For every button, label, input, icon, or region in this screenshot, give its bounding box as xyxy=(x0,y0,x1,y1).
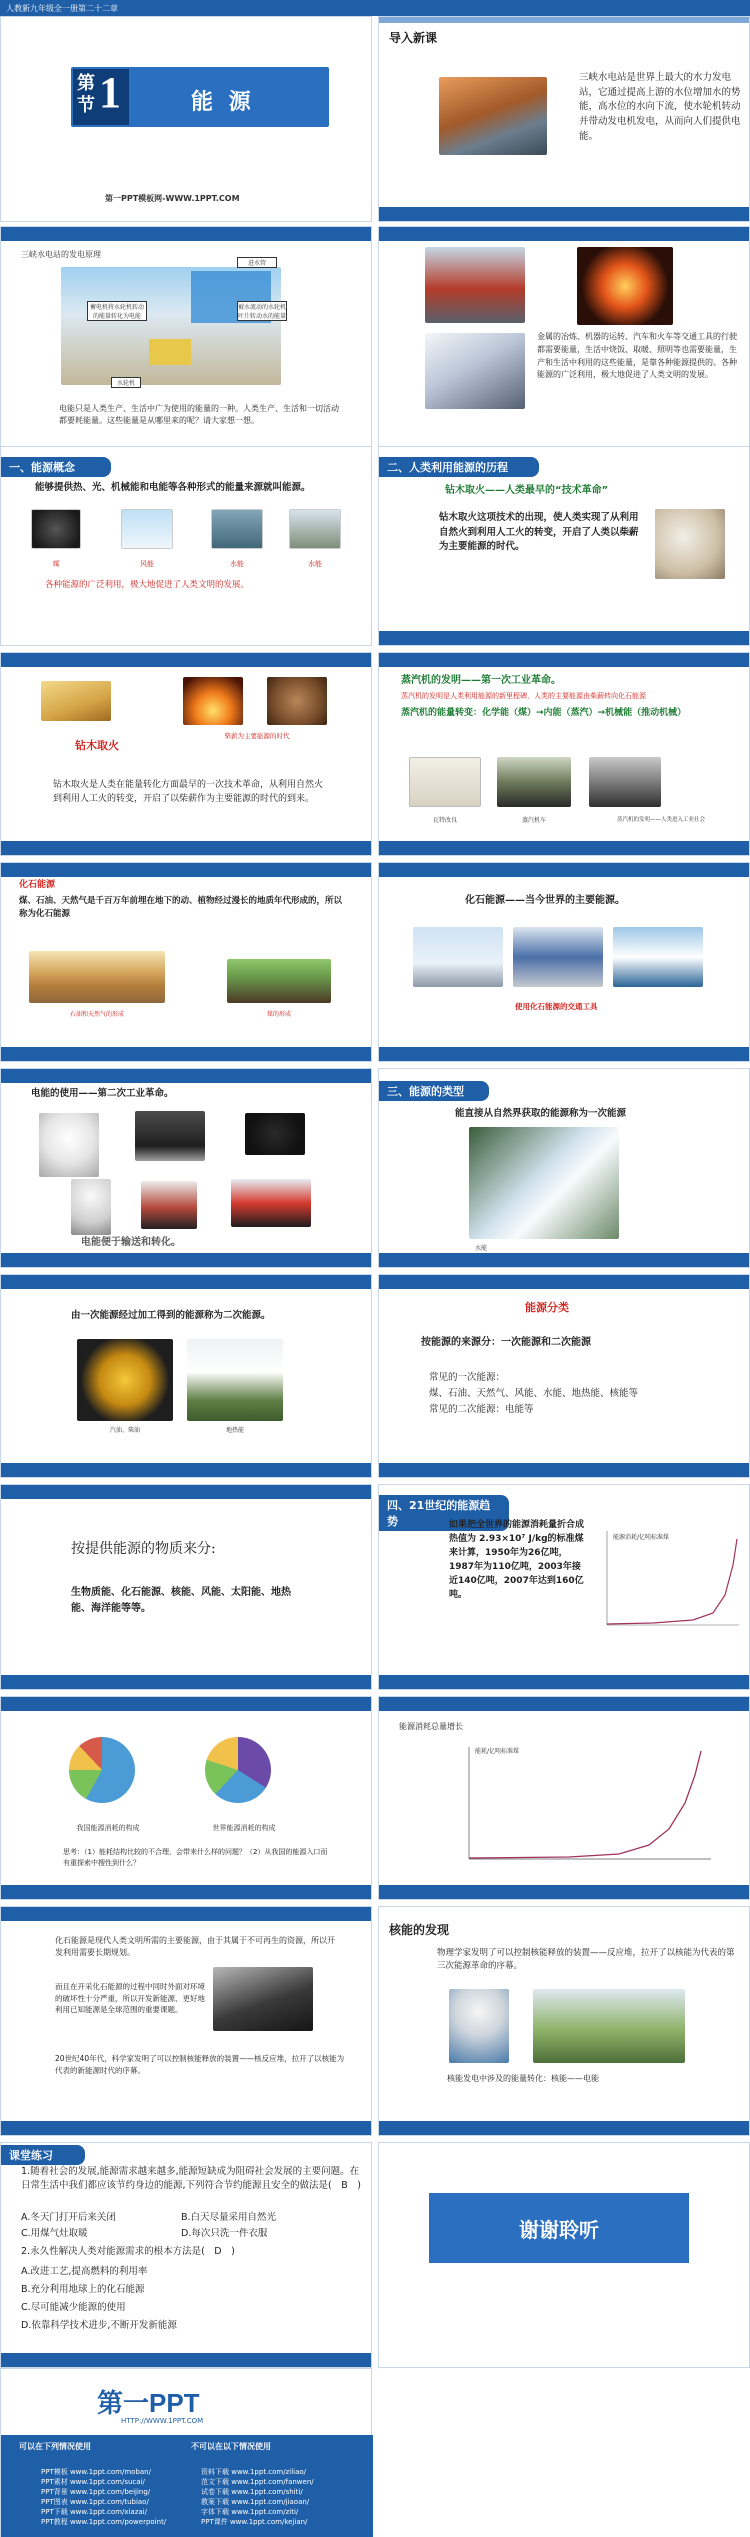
by-material-title: 按提供能源的物质来分: xyxy=(71,1541,216,1557)
cooker-photo xyxy=(245,1113,305,1155)
primary-label: 常见的一次能源： xyxy=(429,1372,506,1383)
trend-chart-title: 能源消耗/亿吨标准煤 xyxy=(613,1534,670,1541)
trend-chart xyxy=(593,1525,743,1635)
q2-option-d[interactable]: D.依靠科学技术进步,不断开发新能源 xyxy=(21,2320,177,2331)
heater-photo xyxy=(577,247,673,325)
q2-option-a[interactable]: A.改进工艺,提高燃料的利用率 xyxy=(21,2266,148,2277)
cap-waterfall: 水能 xyxy=(474,1245,487,1252)
oil-pour-photo xyxy=(77,1339,173,1421)
slide-primary xyxy=(378,1068,750,1268)
steam-loco-photo xyxy=(497,757,571,807)
slide-intro xyxy=(378,16,750,222)
slide-thanks xyxy=(378,2142,750,2368)
slide-energy-uses xyxy=(378,226,750,470)
footer-url[interactable]: HTTP://WWW.1PPT.COM xyxy=(121,2417,204,2425)
primary-list: 煤、石油、天然气、风能、水能、地热能、核能等 xyxy=(429,1388,639,1399)
factory-photo xyxy=(589,757,661,807)
mushroom-cloud-photo xyxy=(449,1989,509,2063)
footer-link-4[interactable]: PPT图表 www.1ppt.com/tubiao/ xyxy=(41,2498,149,2506)
watt-sketch xyxy=(409,757,481,807)
concept-note: 各种能源的广泛利用，极大地促进了人类文明的发展。 xyxy=(45,580,250,590)
label-turbine-blade: 被水流动的水轮机叶片转动水的能量 xyxy=(237,301,287,321)
drill-fire-illustration xyxy=(655,509,725,579)
secondary-text: 由一次能源经过加工得到的能源称为二次能源。 xyxy=(71,1310,271,1321)
drill-fire-label: 钻木取火 xyxy=(75,739,119,752)
drill-fire-text: 钻木取火是人类在能量转化方面最早的一次技术革命，从利用自然火到利用人工火的转变，开启了以柴薪作为主要能源的时代的到来。 xyxy=(53,780,324,804)
footer-link-7[interactable]: 资料下载 www.1ppt.com/ziliao/ xyxy=(201,2468,307,2476)
ship-photo xyxy=(613,927,703,987)
slide-fossil-main xyxy=(378,862,750,1062)
train-photo xyxy=(425,247,525,323)
fire-photo xyxy=(183,677,243,725)
fossil-issue-t2: 而且在开采化石能源的过程中同时外面对环境的破坏性十分严重，所以开发新能源、更好地利用已知能源是全球范围的重要课题。 xyxy=(55,1982,205,2015)
footer-link-10[interactable]: 教案下载 www.1ppt.com/jiaoan/ xyxy=(201,2498,310,2506)
cap-factory: 蒸汽机的发明——人类进入工业社会 xyxy=(616,817,705,823)
footer-link-8[interactable]: 范文下载 www.1ppt.com/fanwen/ xyxy=(201,2478,314,2486)
slide-by-material xyxy=(0,1484,372,1690)
thanks-banner: 谢谢聆听 xyxy=(429,2193,689,2263)
section-number: 1 xyxy=(99,68,121,117)
structure-question: 思考：（1）能耗结构比较的不合理，会带来什么样的问题？（2）从我国的能源入口而有重探索中搜性到什么？ xyxy=(63,1848,328,1867)
geothermal-photo xyxy=(187,1339,283,1421)
hydro-text: 电能只是人类生产、生活中广为使用的能量的一种。人类生产、生活和一切活动都要耗能量。这些能量是从哪里来的呢？请大家想一想。 xyxy=(59,404,339,426)
q1-option-a[interactable]: A.冬天门打开后来关闭 xyxy=(21,2212,116,2223)
cap-coal-formation: 煤的形成 xyxy=(266,1011,291,1018)
footer-link-12[interactable]: PPT课件 www.1ppt.com/kejian/ xyxy=(201,2518,308,2526)
nuclear-text: 物理学家发明了可以控制核能释放的装置——反应堆，拉开了以核能为代表的第三次能源革命的序幕。 xyxy=(437,1948,735,1972)
slide-hydro-principle xyxy=(0,226,372,470)
footer-link-5[interactable]: PPT下载 www.1ppt.com/xiazai/ xyxy=(41,2508,147,2516)
section-exercise: 课堂练习 xyxy=(1,2145,85,2165)
footer-heading-right: 不可以在以下情况使用 xyxy=(191,2442,271,2451)
waterfall-photo xyxy=(469,1127,619,1239)
slide-trend xyxy=(378,1484,750,1690)
by-material-text: 生物质能、化石能源、核能、风能、太阳能、地热能、海洋能等等。 xyxy=(71,1587,291,1614)
hydro-photo xyxy=(289,509,341,549)
header-title: 人教新九年级全一册第二十二章 xyxy=(6,4,118,13)
fossil-text: 煤、石油、天然气是千百万年前埋在地下的动、植物经过漫长的地质年代形成的，所以称为化石能源 xyxy=(19,896,343,920)
question-1: 1.随着社会的发展,能源需求越来越多,能源短缺成为阻碍社会发展的主要问题。在日常生活中我们都应该节约身边的能源,下列符合节约能源且安全的做法是( B ) xyxy=(21,2166,361,2192)
train-photo-2 xyxy=(513,927,603,987)
cap-coal: 煤 xyxy=(52,560,60,568)
question-2: 2.永久性解决人类对能源需求的根本方法是( D ) xyxy=(21,2246,235,2257)
cap-china-pie: 我国能源消耗的构成 xyxy=(76,1824,140,1832)
lights-photo xyxy=(425,333,525,409)
energy-uses-text: 金属的冶炼、机器的运转、汽车和火车等交通工具的行驶都需要能量，生活中烧饭、取暖、照明等也需要能量，生产和生活中利用的这些能量，是靠各种能源提供的。各种能源的广泛利用，极大地促进了人类文明的发展。 xyxy=(537,332,737,380)
footer-logo: 第一PPT xyxy=(97,2388,200,2418)
slide-structure xyxy=(0,1696,372,1900)
cap-geothermal: 地热能 xyxy=(225,1427,244,1434)
q1-option-c[interactable]: C.用煤气灶取暖 xyxy=(21,2228,88,2239)
coal-photo xyxy=(31,509,81,549)
top-header xyxy=(0,0,750,16)
slide-drill-fire xyxy=(0,652,372,856)
section-char: 第 xyxy=(77,73,95,94)
steam-note: 蒸汽机的发明是人类利用能源的新里程碑，人类的主要能源由柴薪转向化石能源 xyxy=(401,692,646,700)
fossil-main-caption: 使用化石能源的交通工具 xyxy=(515,1002,598,1011)
classification-title: 能源分类 xyxy=(525,1301,569,1314)
oil-spill-photo xyxy=(213,1967,313,2031)
slide-fossil-issue xyxy=(0,1906,372,2136)
footer-link-3[interactable]: PPT背景 www.1ppt.com/beijing/ xyxy=(41,2488,151,2496)
plane-photo xyxy=(413,927,503,987)
section-box xyxy=(73,69,129,125)
slide-title-text: 能 源 xyxy=(191,90,255,115)
jie-char: 节 xyxy=(77,95,95,116)
cap-loco: 蒸汽机车 xyxy=(521,817,546,824)
slide-title xyxy=(0,16,372,222)
growth-chart xyxy=(449,1741,719,1871)
slide-energy-concept xyxy=(0,446,372,646)
site-text: 第一PPT模板网-WWW.1PPT.COM xyxy=(105,194,240,203)
cap-water: 水能 xyxy=(230,560,244,568)
primary-text: 能直接从自然界获取的能源称为一次能源 xyxy=(455,1108,627,1119)
cap-watt: 瓦特改良 xyxy=(432,817,457,824)
wood-stick-photo xyxy=(41,681,111,721)
intro-text: 三峡水电站是世界上最大的水力发电站，它通过提高上游的水位增加水的势能，高水位的水向下流，使水轮机转动并带动发电机发电，从而向人们提供电能。 xyxy=(579,72,741,142)
growth-title: 能源消耗总量增长 xyxy=(399,1722,463,1731)
electricity-title: 电能的使用——第二次工业革命。 xyxy=(31,1088,174,1099)
slide-fossil xyxy=(0,862,372,1062)
footer-link-2[interactable]: PPT素材 www.1ppt.com/sucai/ xyxy=(41,2478,145,2486)
slide-electricity xyxy=(0,1068,372,1268)
slide-exercise xyxy=(0,2142,372,2368)
slide-nuclear xyxy=(378,1906,750,2136)
footer-link-6[interactable]: PPT教程 www.1ppt.com/powerpoint/ xyxy=(41,2518,167,2526)
section-history: 二、人类利用能源的历程 xyxy=(379,457,539,477)
trend-curve xyxy=(607,1539,737,1624)
hydro-label: 三峡水电站的发电原理 xyxy=(21,250,101,259)
power-plant-photo xyxy=(533,1989,685,2063)
fan-photo xyxy=(71,1179,111,1235)
growth-curve xyxy=(469,1751,701,1858)
laptop-photo xyxy=(135,1111,205,1161)
label-turbine: 水轮机 xyxy=(111,377,141,388)
bus-photo xyxy=(231,1179,311,1227)
cap-oil-formation: 石油和天然气的形成 xyxy=(69,1011,124,1018)
nuclear-title: 核能的发现 xyxy=(389,1923,450,1937)
fossil-issue-t1: 化石能源是现代人类文明所需的主要能源，由于其属于不可再生的资源，所以开发利用需要长期规划。 xyxy=(55,1936,335,1958)
nuclear-caption: 核能发电中涉及的能量转化：核能——电能 xyxy=(447,2074,599,2083)
fossil-issue-t3: 20世纪40年代，科学家发明了可以控制核能释放的装置——核反应堆，拉开了以核能为代表的新能源时代的序幕。 xyxy=(55,2054,345,2075)
q2-option-c[interactable]: C.尽可能减少能源的使用 xyxy=(21,2302,126,2313)
q2-option-b[interactable]: B.充分利用地球上的化石能源 xyxy=(21,2284,145,2295)
footer xyxy=(0,2368,372,2537)
drill-fire-note: 柴薪为主要能源的时代 xyxy=(224,732,290,740)
cap-world-pie: 世界能源消耗的构成 xyxy=(212,1824,276,1832)
q1-option-b[interactable]: B.白天尽量采用自然光 xyxy=(181,2212,277,2223)
slide-growth xyxy=(378,1696,750,1900)
section-energy-concept: 一、能源概念 xyxy=(1,457,111,477)
coal-formation-diagram xyxy=(227,959,331,1003)
world-pie xyxy=(205,1737,271,1803)
slide-secondary xyxy=(0,1274,372,1478)
fossil-main-title: 化石能源——当今世界的主要能源。 xyxy=(465,895,625,906)
slide-history xyxy=(378,446,750,646)
concept-text: 能够提供热、光、机械能和电能等各种形式的能量来源就叫能源。 xyxy=(35,482,311,493)
fossil-label: 化石能源 xyxy=(19,880,56,890)
electricity-text: 电能便于输送和转化。 xyxy=(81,1237,181,1248)
secondary-label: 常见的二次能源：电能等 xyxy=(429,1404,534,1415)
cap-wind: 风能 xyxy=(140,560,154,568)
footer-link-9[interactable]: 试卷下载 www.1ppt.com/shiti/ xyxy=(201,2488,303,2496)
label-generator: 蓄电机将水轮机转动的能量转化为电能 xyxy=(87,301,147,321)
china-pie xyxy=(69,1737,135,1803)
label-inlet: 进水管 xyxy=(237,257,277,268)
steam-conversion: 蒸汽机的能量转变：化学能（煤）→内能（蒸汽）→机械能（推动机械） xyxy=(401,708,687,718)
trend-text: 如果把全世界的能源消耗量折合成热值为 2.93×10⁷ J/kg的标准煤来计算，1950年为26亿吨，1987年为110亿吨，2003年接近140亿吨，2007年达到160亿吨。 xyxy=(449,1520,585,1600)
cap-hydro: 水能 xyxy=(308,560,322,568)
q1-option-d[interactable]: D.每次只洗一件衣服 xyxy=(181,2228,268,2239)
dam-photo xyxy=(439,77,547,155)
footer-link-11[interactable]: 字体下载 www.1ppt.com/ziti/ xyxy=(201,2508,299,2516)
history-subtitle: 钻木取火——人类最早的“技术革命” xyxy=(445,485,609,496)
steam-title: 蒸汽机的发明——第一次工业革命。 xyxy=(401,675,561,686)
cap-oil: 汽油、柴油 xyxy=(109,1427,140,1434)
scooter-photo xyxy=(141,1181,197,1229)
section-types: 三、能源的类型 xyxy=(379,1081,489,1101)
wind-photo xyxy=(121,509,173,549)
water-photo xyxy=(211,509,263,549)
slide-steam xyxy=(378,652,750,856)
generator-shape xyxy=(149,339,191,365)
classification-sub: 按能源的来源分：一次能源和二次能源 xyxy=(421,1337,591,1348)
growth-ylabel: 能耗/亿吨标准煤 xyxy=(475,1748,520,1755)
firewood-photo xyxy=(267,677,327,725)
footer-heading-left: 可以在下列情况使用 xyxy=(19,2442,91,2451)
section-trend: 四、21世纪的能源趋势 xyxy=(379,1495,509,1531)
oil-formation-diagram xyxy=(29,951,165,1003)
history-text: 钻木取火这项技术的出现，使人类实现了从利用自然火到利用人工火的转变，开启了人类以柴薪为主要能源的时代。 xyxy=(439,512,639,553)
bulb-photo xyxy=(39,1113,99,1177)
intro-title: 导入新课 xyxy=(389,31,438,45)
footer-link-1[interactable]: PPT模板 www.1ppt.com/moban/ xyxy=(41,2468,151,2476)
slide-classification xyxy=(378,1274,750,1478)
